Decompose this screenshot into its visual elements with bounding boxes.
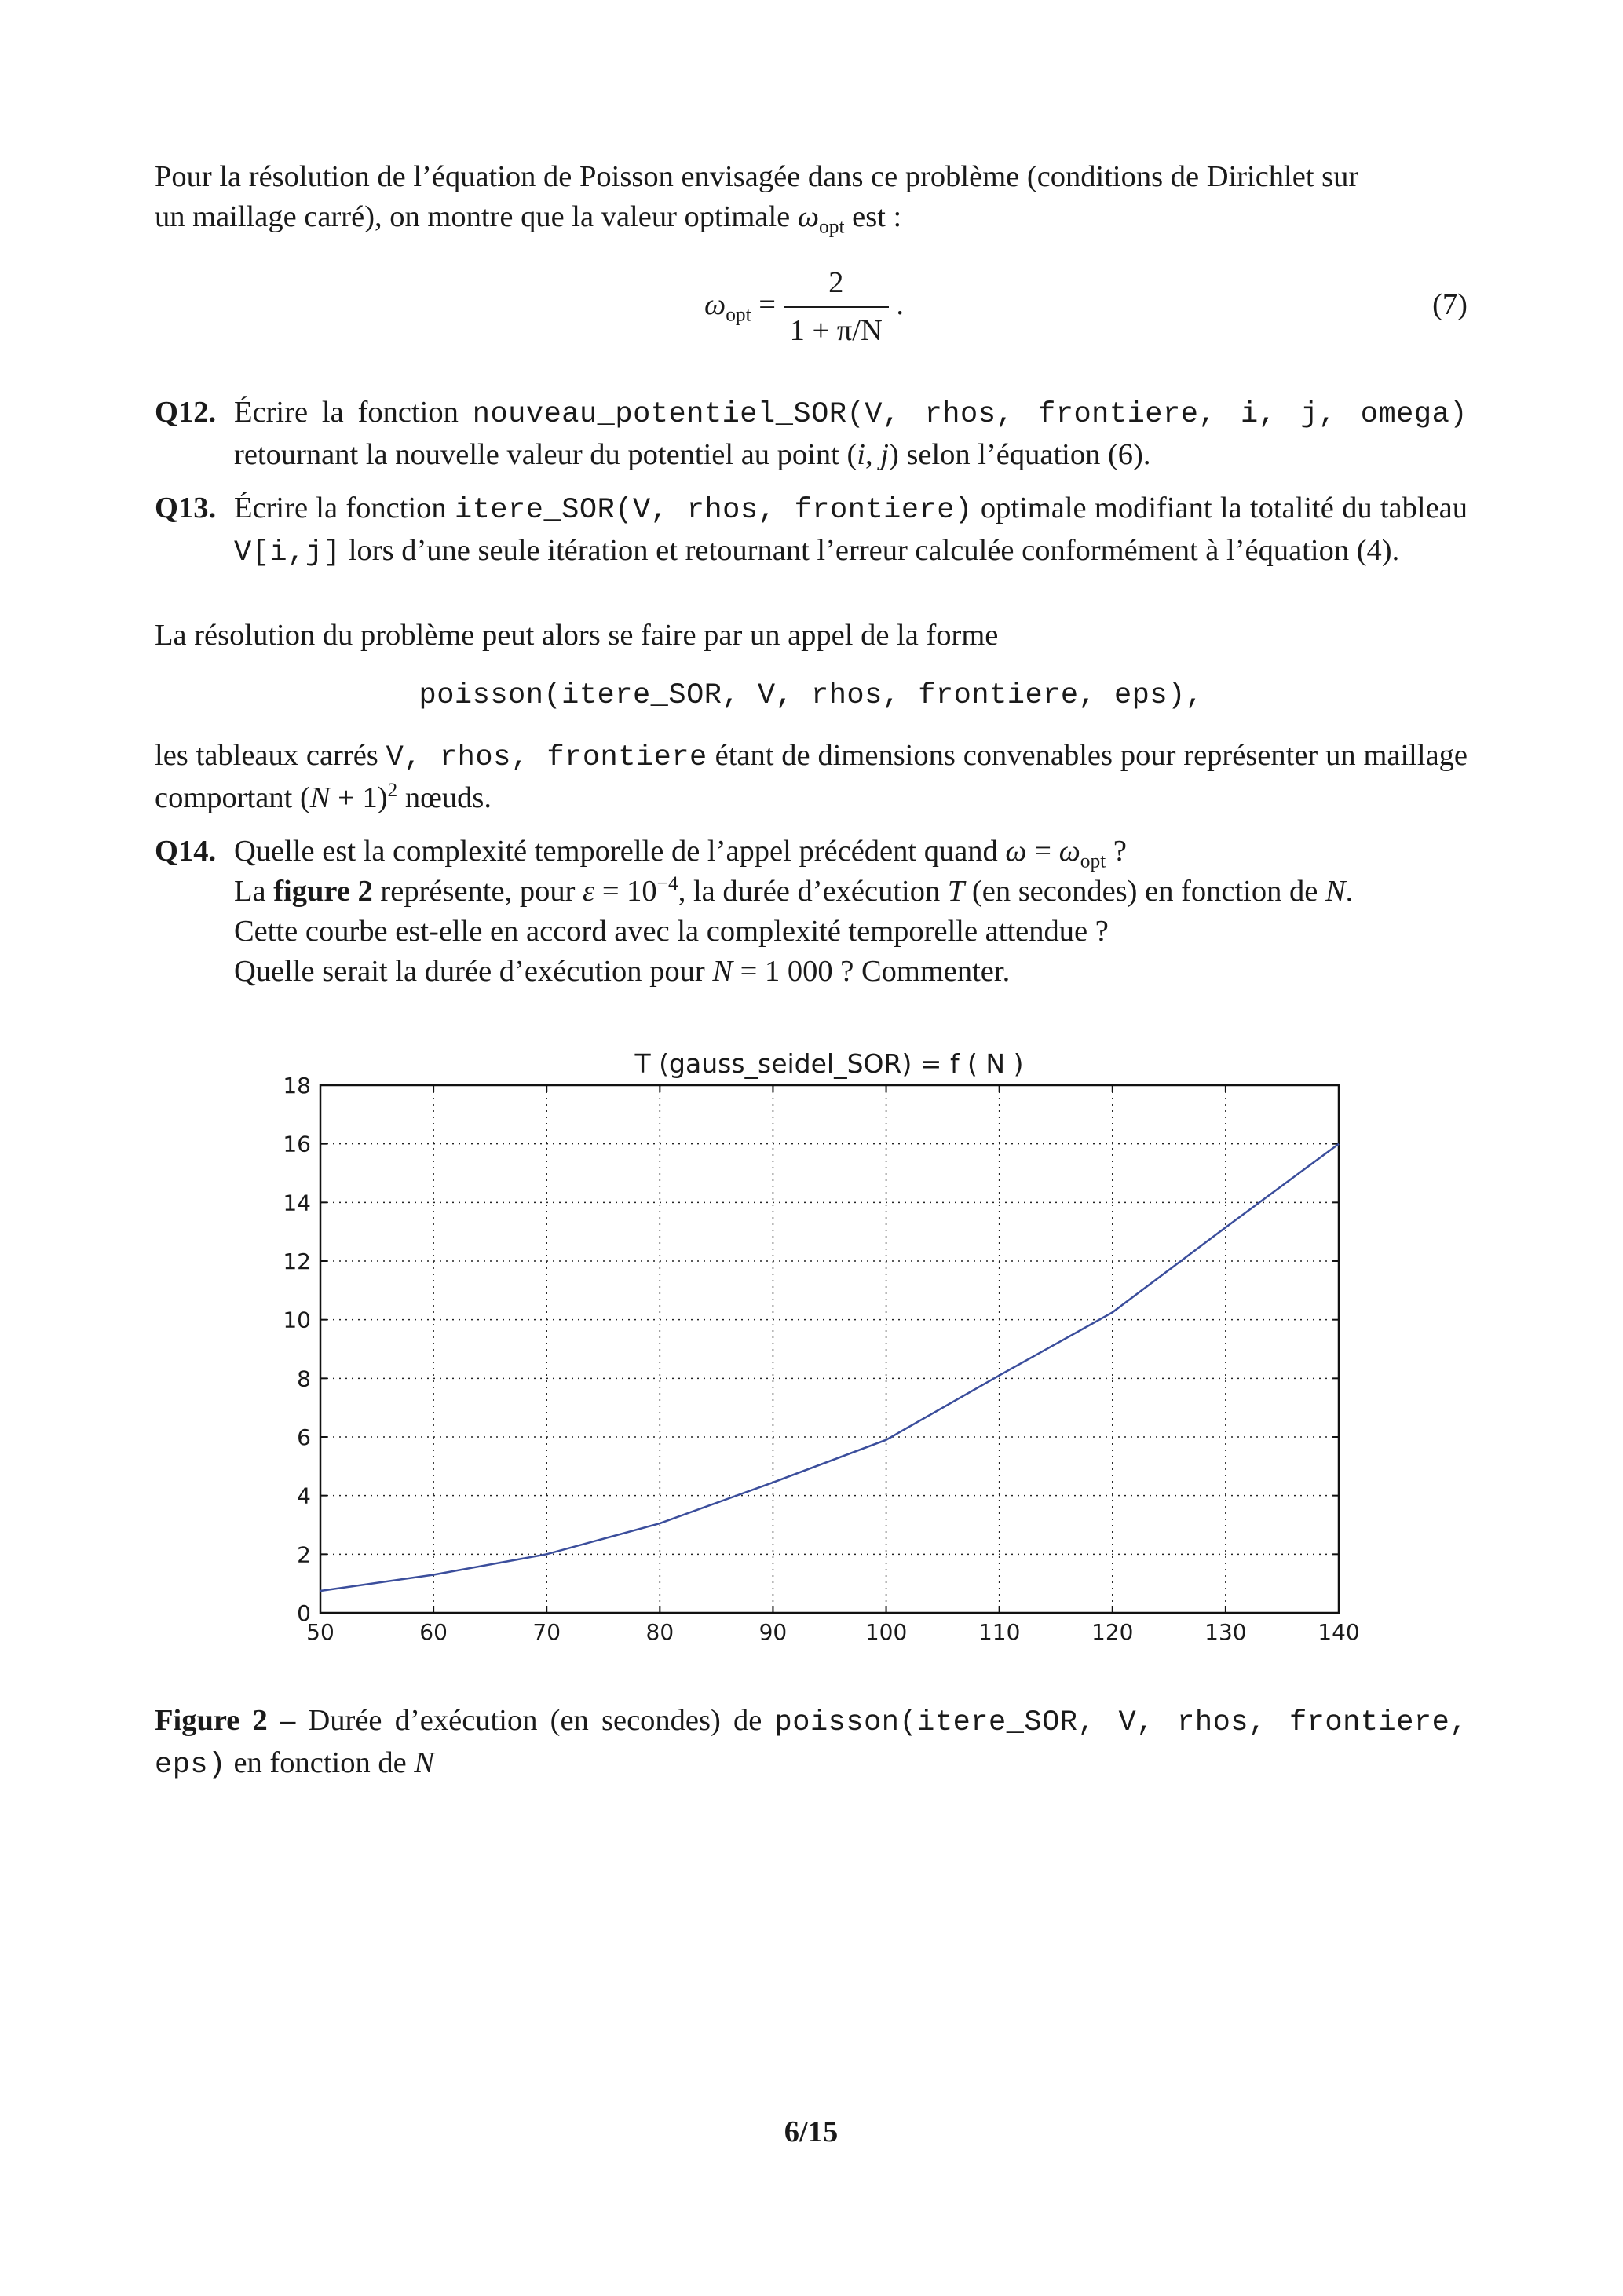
q14-omega: ω xyxy=(1005,835,1027,868)
q12-text xyxy=(234,393,1468,475)
y-tick-label: 12 xyxy=(283,1249,311,1274)
q13-label: Q13. xyxy=(155,492,217,525)
q14-eps: ε xyxy=(583,875,595,908)
q14-omega2: ω xyxy=(1058,835,1080,868)
q14-eq: = xyxy=(1026,835,1059,868)
caption-label: Figure 2 – xyxy=(155,1704,296,1737)
question-q14 xyxy=(155,832,1468,992)
intro-line1: Pour la résolution de l’équation de Poisson envisagée dans ce problème (conditions de Dirichlet sur xyxy=(155,160,1359,193)
y-tick-label: 18 xyxy=(283,1073,311,1099)
q14-opt: opt xyxy=(1080,850,1106,872)
q13-code2: V[i,j] xyxy=(234,536,342,569)
q14-l1-a: Quelle est la complexité temporelle de l’appel précédent quand xyxy=(234,835,1006,868)
y-tick-label: 10 xyxy=(283,1307,311,1333)
equation-lhs: ω xyxy=(704,287,726,321)
q13-text xyxy=(234,488,1468,573)
q14-l1-b: ? xyxy=(1106,835,1127,868)
q13-text-a: Écrire la fonction xyxy=(234,492,455,525)
q14-label: Q14. xyxy=(155,835,217,868)
y-tick-label: 8 xyxy=(297,1366,311,1392)
q12-label: Q12. xyxy=(155,396,217,429)
q14-text xyxy=(234,832,1468,992)
omega-symbol: ω xyxy=(797,200,820,233)
chart-title: T (gauss_seidel_SOR) = f ( N ) xyxy=(634,1048,1024,1079)
x-tick-label: 80 xyxy=(645,1619,674,1645)
q14-exp: −4 xyxy=(656,872,678,895)
q14-t: T xyxy=(947,875,965,908)
arrays-n: N xyxy=(309,781,331,814)
chart-series-line xyxy=(320,1144,1339,1591)
arrays-text-d: nœuds. xyxy=(397,781,492,814)
q14-l2-a: La xyxy=(234,875,274,908)
chart-plot-frame xyxy=(320,1085,1339,1613)
arrays-text-a: les tableaux carrés xyxy=(155,739,386,772)
x-tick-label: 70 xyxy=(532,1619,561,1645)
execution-time-chart xyxy=(236,1038,1382,1666)
y-tick-label: 0 xyxy=(297,1600,311,1626)
equation-trailing: . xyxy=(888,287,905,321)
intro-line2-end: est : xyxy=(844,200,902,233)
question-q13 xyxy=(155,488,1468,573)
equation-denominator: 1 + π/N xyxy=(789,314,883,347)
caption-text-b: en fonction de xyxy=(225,1746,415,1779)
q14-l2-d: , la durée d’exécution xyxy=(678,875,948,908)
q14-l2-b: représente, pour xyxy=(372,875,583,908)
q12-j: j xyxy=(880,438,889,471)
equation-equals: = xyxy=(751,287,784,321)
arrays-paragraph xyxy=(155,736,1468,818)
x-tick-label: 60 xyxy=(419,1619,448,1645)
q12-text-b: retournant la nouvelle valeur du potentiel au point ( xyxy=(234,438,857,471)
opt-subscript: opt xyxy=(819,215,845,238)
equation-7 xyxy=(155,263,1468,349)
q14-n2: N xyxy=(712,955,733,988)
equation-fraction xyxy=(784,263,889,351)
q14-l2-e: (en secondes) en fonction de xyxy=(964,875,1325,908)
equation-body xyxy=(704,263,904,351)
caption-code: poisson(itere_SOR, V, rhos, frontiere, eps) xyxy=(155,1706,1468,1782)
x-tick-label: 90 xyxy=(758,1619,788,1645)
equation-number: (7) xyxy=(1432,288,1468,321)
figure-caption xyxy=(155,1701,1468,1786)
arrays-text-c: + 1) xyxy=(330,781,388,814)
q14-l2-c: = 10 xyxy=(594,875,657,908)
q14-figure-ref: figure 2 xyxy=(273,875,373,908)
equation-lhs-sub: opt xyxy=(726,303,751,326)
x-tick-label: 140 xyxy=(1318,1619,1360,1645)
q12-text-a: Écrire la fonction xyxy=(234,396,473,429)
q14-l2-f: . xyxy=(1345,875,1354,908)
q14-n: N xyxy=(1325,875,1346,908)
caption-text-a: Durée d’exécution (en secondes) de xyxy=(295,1704,775,1737)
x-tick-label: 130 xyxy=(1204,1619,1247,1645)
page-number: 6/15 xyxy=(784,2115,839,2148)
arrays-exp: 2 xyxy=(387,779,398,802)
y-tick-label: 16 xyxy=(283,1131,311,1157)
y-tick-label: 2 xyxy=(297,1541,311,1568)
call-intro: La résolution du problème peut alors se faire par un appel de la forme xyxy=(155,619,999,652)
question-q12 xyxy=(155,393,1468,475)
q14-l4-b: = 1 000 ? Commenter. xyxy=(733,955,1011,988)
q13-text-c: lors d’une seule itération et retournant l’erreur calculée conformément à l’équation (4). xyxy=(341,534,1400,567)
q14-l4-a: Quelle serait la durée d’exécution pour xyxy=(234,955,713,988)
q12-i: i xyxy=(857,438,865,471)
intro-line2-start: un maillage carré), on montre que la valeur optimale xyxy=(155,200,798,233)
arrays-text-b: étant de dimensions convenables pour représenter un maillage comportant ( xyxy=(155,739,1468,814)
chart-grid xyxy=(320,1085,1339,1613)
intro-paragraph xyxy=(155,157,1468,237)
chart-ticks xyxy=(283,1073,1359,1645)
q14-l3: Cette courbe est-elle en accord avec la complexité temporelle attendue ? xyxy=(234,915,1109,948)
q13-text-b: optimale modifiant la totalité du tableau xyxy=(972,492,1468,525)
y-tick-label: 14 xyxy=(283,1190,311,1216)
x-tick-label: 120 xyxy=(1091,1619,1134,1645)
call-code-line xyxy=(155,674,1468,716)
call-code: poisson(itere_SOR, V, rhos, frontiere, eps), xyxy=(419,679,1204,712)
x-tick-label: 100 xyxy=(865,1619,908,1645)
x-tick-label: 110 xyxy=(978,1619,1021,1645)
y-tick-label: 4 xyxy=(297,1483,311,1509)
y-tick-label: 6 xyxy=(297,1424,311,1450)
x-tick-label: 50 xyxy=(306,1619,334,1645)
equation-numerator: 2 xyxy=(784,263,889,308)
caption-n: N xyxy=(414,1746,434,1779)
q12-code: nouveau_potentiel_SOR(V, rhos, frontiere, i, j, omega) xyxy=(472,398,1468,431)
q13-code1: itere_SOR(V, rhos, frontiere) xyxy=(454,494,973,527)
q12-text-c: ) selon l’équation (6). xyxy=(888,438,1151,471)
q12-comma: , xyxy=(865,438,881,471)
arrays-code: V, rhos, frontiere xyxy=(386,741,707,774)
